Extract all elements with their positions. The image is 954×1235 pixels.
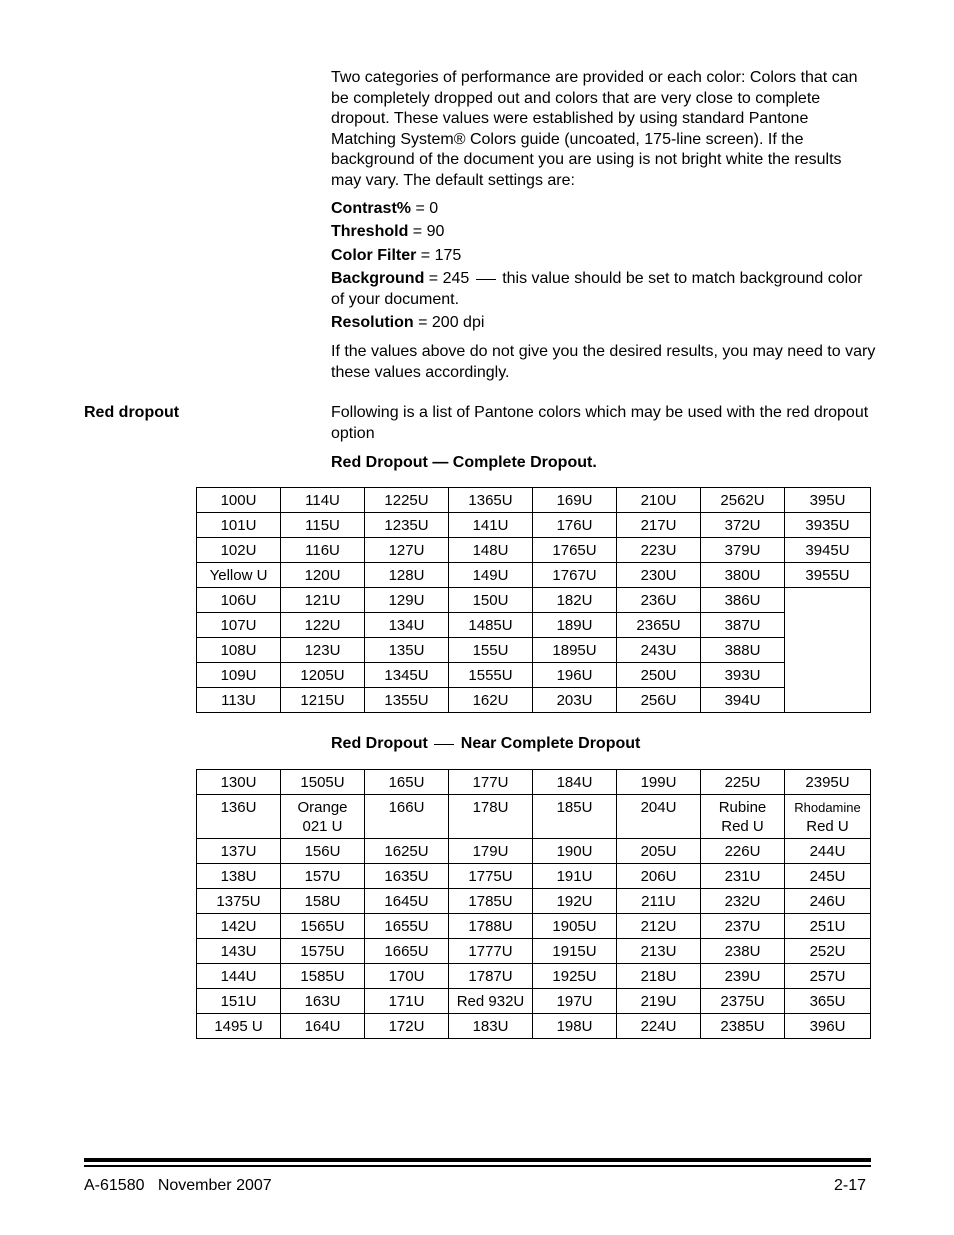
cell-text: 185U [556,799,593,816]
table-cell: 129U [365,588,449,613]
table-cell: 244U [785,839,871,864]
table-cell: 190U [533,839,617,864]
table-cell: 1225U [365,488,449,513]
table-cell: 1665U [365,939,449,964]
table-cell [365,795,449,839]
table-cell: 3955U [785,563,871,588]
table-cell: 387U [701,613,785,638]
table-cell: 1645U [365,889,449,914]
table-cell: 1555U [449,663,533,688]
table-cell: 2375U [701,989,785,1014]
table-cell: 172U [365,1014,449,1039]
table-cell: 155U [449,638,533,663]
table-cell: 138U [197,864,281,889]
table-cell: 149U [449,563,533,588]
table-cell: 365U [785,989,871,1014]
table-cell: 116U [281,538,365,563]
table-row [197,795,871,839]
table-cell: 3935U [785,513,871,538]
table-cell: 1767U [533,563,617,588]
table-row [197,770,871,795]
table-cell: 1485U [449,613,533,638]
table-cell: Red 932U [449,989,533,1014]
setting-label: Color Filter [331,247,417,264]
table-cell: 230U [617,563,701,588]
table-cell: 237U [701,914,785,939]
footer-rule-thin [84,1165,871,1167]
table-cell: 156U [281,839,365,864]
empty-merged-cell [785,588,871,713]
table-cell: 137U [197,839,281,864]
setting-label: Resolution [331,314,414,331]
table-cell: 162U [449,688,533,713]
table-cell: 135U [365,638,449,663]
table-row [197,638,871,663]
table-cell: 182U [533,588,617,613]
table-cell: 206U [617,864,701,889]
table-cell: 179U [449,839,533,864]
table-cell [701,795,785,839]
table-cell: 1355U [365,688,449,713]
footer-page-number: 2-17 [833,1177,866,1194]
table-cell: 113U [197,688,281,713]
table-cell: 212U [617,914,701,939]
table-cell [617,795,701,839]
table-cell: 3945U [785,538,871,563]
table-cell: 1775U [449,864,533,889]
table-cell: 1495 U [197,1014,281,1039]
table-row [197,688,871,713]
table-cell: 393U [701,663,785,688]
table-row [197,613,871,638]
table-cell: 150U [449,588,533,613]
table-cell: 128U [365,563,449,588]
table-cell: 1895U [533,638,617,663]
table-cell: 121U [281,588,365,613]
table-cell: 127U [365,538,449,563]
section-heading: Red dropout [84,404,180,421]
table-cell: 1915U [533,939,617,964]
setting-contrast [331,199,876,220]
table-cell: 1905U [533,914,617,939]
cell-text: 136U [220,799,257,816]
intro-paragraph [331,68,876,191]
table-cell: 143U [197,939,281,964]
setting-resolution [331,313,876,334]
setting-value: = 200 dpi [413,314,485,331]
table-cell: 101U [197,513,281,538]
table-cell: 213U [617,939,701,964]
table-cell: 107U [197,613,281,638]
table-cell: 1235U [365,513,449,538]
table-cell: 210U [617,488,701,513]
table-cell: 183U [449,1014,533,1039]
table-cell: Yellow U [197,563,281,588]
setting-label: Background [331,270,425,287]
footer-doc-id: A-61580 November 2007 [84,1177,272,1194]
table-cell: 106U [197,588,281,613]
table-cell [281,795,365,839]
table-cell: 245U [785,864,871,889]
cell-text: 166U [388,799,425,816]
table-cell: 1565U [281,914,365,939]
table-cell [785,795,871,839]
table-cell: 218U [617,964,701,989]
em-dash [434,744,454,745]
table-cell: 177U [449,770,533,795]
table-row [197,513,871,538]
table-cell: 1785U [449,889,533,914]
table-cell [197,795,281,839]
table-cell: 130U [197,770,281,795]
setting-background [331,269,876,310]
table-cell: 114U [281,488,365,513]
setting-value: = 90 [408,223,445,240]
table-cell: 203U [533,688,617,713]
table2-title [331,734,640,755]
table-cell: 176U [533,513,617,538]
table-cell: 211U [617,889,701,914]
table-row [197,488,871,513]
table-cell: 122U [281,613,365,638]
table-cell: 1215U [281,688,365,713]
table-cell: 236U [617,588,701,613]
closing-paragraph [331,342,876,383]
setting-color-filter [331,246,876,267]
table-cell: 225U [701,770,785,795]
table-cell: 205U [617,839,701,864]
setting-threshold [331,222,876,243]
table-cell: 388U [701,638,785,663]
near-complete-dropout-table [196,769,871,1039]
table1-title: Red Dropout — Complete Dropout. [331,454,597,471]
cell-text: Rubine [718,799,767,816]
table-cell [533,795,617,839]
table-cell: 109U [197,663,281,688]
cell-text: Rhodamine [794,800,861,815]
table2-title-b: Near Complete Dropout [460,735,641,752]
setting-label: Threshold [331,223,409,240]
section-body: Following is a list of Pantone colors which may be used with the red dropout option [331,404,869,442]
table-cell: 1575U [281,939,365,964]
table2-title-a: Red Dropout [331,735,428,752]
table-row [197,914,871,939]
intro-text: Two categories of performance are provided or each color: Colors that can be completely dropped out and colors that are very close to complete dropout. These values were established by using standard Pantone Matching System® Colors guide (uncoated, 175-line screen). If the background of the document you are using is not bright white the results may vary. The default settings are: [331,69,858,189]
cell-text: 204U [640,799,677,816]
setting-label: Contrast% [331,200,412,217]
table-cell: 238U [701,939,785,964]
table-cell: 1635U [365,864,449,889]
table-row [197,563,871,588]
table-cell: 1625U [365,839,449,864]
table-cell: 1365U [449,488,533,513]
table-cell: 251U [785,914,871,939]
table-row [197,839,871,864]
table-row [197,989,871,1014]
table-row [197,588,871,613]
table-row [197,939,871,964]
table-cell: 380U [701,563,785,588]
table-cell: 102U [197,538,281,563]
table-cell: 394U [701,688,785,713]
table-cell [449,795,533,839]
table-cell: 226U [701,839,785,864]
table-cell: 396U [785,1014,871,1039]
cell-text: Red U [806,818,849,835]
table-cell: 141U [449,513,533,538]
table-cell: 192U [533,889,617,914]
cell-text: Orange [297,799,348,816]
table-cell: 232U [701,889,785,914]
table-cell: 163U [281,989,365,1014]
table-cell: 256U [617,688,701,713]
table-cell: 171U [365,989,449,1014]
table-cell: 252U [785,939,871,964]
table-cell: 158U [281,889,365,914]
table-cell: 1205U [281,663,365,688]
table-cell: 164U [281,1014,365,1039]
cell-text: 178U [472,799,509,816]
cell-text: Red U [721,818,764,835]
table-cell: 243U [617,638,701,663]
table-cell: 191U [533,864,617,889]
table-cell: 379U [701,538,785,563]
table-row [197,663,871,688]
table-cell: 123U [281,638,365,663]
setting-value: = 0 [411,200,439,217]
setting-note: this value should be set to match background color of your document. [331,270,863,308]
table-cell: 151U [197,989,281,1014]
table-cell: 1345U [365,663,449,688]
table-cell: 2385U [701,1014,785,1039]
table-row [197,538,871,563]
table-cell: 184U [533,770,617,795]
table-row [197,864,871,889]
table-cell: 219U [617,989,701,1014]
table-cell: 189U [533,613,617,638]
table-cell: 148U [449,538,533,563]
table-cell: 1375U [197,889,281,914]
table-cell: 142U [197,914,281,939]
table-cell: 224U [617,1014,701,1039]
setting-value: = 245 [424,270,470,287]
table-cell: 1787U [449,964,533,989]
table-cell: 198U [533,1014,617,1039]
em-dash [476,279,496,280]
table-cell: 1505U [281,770,365,795]
table-cell: 395U [785,488,871,513]
table-cell: 231U [701,864,785,889]
table-cell: 1788U [449,914,533,939]
table-cell: 257U [785,964,871,989]
table-cell: 246U [785,889,871,914]
table-row [197,964,871,989]
table-cell: 2395U [785,770,871,795]
table-cell: 170U [365,964,449,989]
table-cell: 386U [701,588,785,613]
table-cell: 250U [617,663,701,688]
table-cell: 115U [281,513,365,538]
table-cell: 169U [533,488,617,513]
table-cell: 217U [617,513,701,538]
table-cell: 1925U [533,964,617,989]
table-cell: 239U [701,964,785,989]
table-cell: 1777U [449,939,533,964]
table-cell: 197U [533,989,617,1014]
table-cell: 2562U [701,488,785,513]
table-cell: 108U [197,638,281,663]
table-cell: 2365U [617,613,701,638]
setting-value: = 175 [416,247,462,264]
table-cell: 165U [365,770,449,795]
table-cell: 196U [533,663,617,688]
table-cell: 1655U [365,914,449,939]
table-cell: 157U [281,864,365,889]
table-cell: 1585U [281,964,365,989]
table-cell: 372U [701,513,785,538]
table-cell: 1765U [533,538,617,563]
cell-text: 021 U [302,818,343,835]
table-cell: 134U [365,613,449,638]
table-cell: 199U [617,770,701,795]
table-row [197,889,871,914]
complete-dropout-table [196,487,871,713]
table-cell: 100U [197,488,281,513]
table-cell: 120U [281,563,365,588]
footer-rule-thick [84,1158,871,1162]
table-cell: 144U [197,964,281,989]
table-row [197,1014,871,1039]
closing-text: If the values above do not give you the desired results, you may need to vary these values accordingly. [331,343,876,381]
table-cell: 223U [617,538,701,563]
